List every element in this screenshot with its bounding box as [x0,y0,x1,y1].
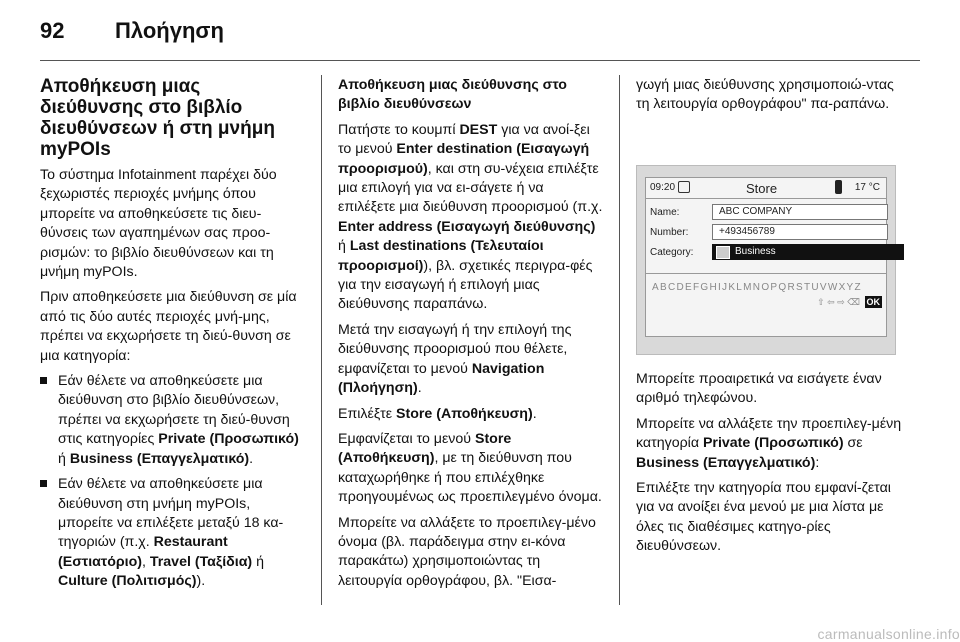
category-label: Category: [650,247,694,258]
number-field[interactable]: +493456789 [712,224,888,240]
paragraph: Πριν αποθηκεύσετε μια διεύθυνση σε μία από τις δύο αυτές περιοχές μνή-μης, πρέπει να εκχωρήσετε τη διεύ-θυνση σε μια κατηγορία: [40,289,297,364]
speller-control-keys[interactable]: ⇧ ⇦ ⇨ ⌫ [817,297,860,307]
number-row [650,224,882,240]
paragraph: Μπορείτε να αλλάξετε την προεπιλεγ-μένη κατηγορία Private (Προσωπικό) σε Business (Επαγγελματικό): [636,415,902,471]
bullet-list [40,372,305,591]
subsection-heading: Αποθήκευση μιας διεύθυνσης στο βιβλίο διευθύνσεων [338,77,567,113]
column-divider-2 [619,75,620,605]
watermark: carmanualsonline.info [817,626,960,642]
store-screen-illustration [636,165,896,355]
column-2 [338,76,603,597]
screen-temperature: 17 °C [854,182,880,193]
page-title: Πλοήγηση [115,18,224,43]
screen-time: 09:20 [650,182,676,193]
column-1 [40,76,305,598]
screen-divider [646,273,886,274]
business-category-icon [716,246,730,259]
paragraph: Επιλέξτε την κατηγορία που εμφανί-ζεται για να ανοίξει ένα μενού με μια λίστα με όλες τις διαθέσιμες κατηγο-ρίες διευθύνσεων. [636,480,891,555]
paragraph: Μπορείτε να αλλάξετε το προεπιλεγ-μένο όνομα (βλ. παράδειγμα στην ει-κόνα παρακάτω) χρησιμοποιώντας τη λειτουργία ορθογράφου, βλ. "Εισα- [338,514,596,589]
thermometer-icon [835,180,842,194]
header-rule [40,60,920,61]
category-row [650,244,882,260]
screen-status-bar [646,178,886,199]
paragraph: Πατήστε το κουμπί DEST για να ανοί-ξει το μενού Enter destination (Εισαγωγή προορισμού), και στη συ-νέχεια επιλέξτε μια επιλογή για να ει-σάγετε ή να επιλέξετε μια διεύθυνση προορισμού (π.χ. Enter address (Εισαγωγή διεύθυνσης) ή Last destinations (Τελευταίοι προορισμοί)), βλ. σχετικές περιγρα-φές για την εισαγωγή ή επιλογή μιας διεύθυνσης παραπάνω. [338,121,603,313]
list-item: Εάν θέλετε να αποθηκεύσετε μια διεύθυνση στο βιβλίο διευθύνσεων, πρέπει να εκχωρήσετε τη διεύ-θυνση στις κατηγορίες Private (Προσωπικό) ή Business (Επαγγελματικό). [40,372,305,469]
ok-button[interactable]: OK [866,297,880,307]
paragraph: Το σύστημα Infotainment παρέχει δύο ξεχωριστές περιοχές μνήμης όπου μπορείτε να αποθηκεύσετε τις διευ-θύνσεις των αγαπημένων σας προο-ρισμών: το βιβλίο διευθύνσεων και τη μνήμη myPOIs. [40,167,277,281]
name-row [650,204,882,220]
paragraph: γωγή μιας διεύθυνσης χρησιμοποιώ-ντας τη λειτουργία ορθογράφου" πα-ραπάνω. [636,77,894,113]
list-item: Εάν θέλετε να αποθηκεύσετε μια διεύθυνση στη μνήμη myPOIs, μπορείτε να επιλέξετε μεταξύ 18 κα-τηγοριών (π.χ. Restaurant (Εστιατόριο), Travel (Ταξίδια) ή Culture (Πολιτισμός)). [40,475,305,591]
paragraph: Μπορείτε προαιρετικά να εισάγετε έναν αριθμό τηλεφώνου. [636,371,882,407]
clock-icon [678,181,690,193]
bullet-icon [40,377,47,384]
name-label: Name: [650,207,680,218]
page-header [0,0,960,62]
page-number: 92 [40,18,65,43]
paragraph: Επιλέξτε Store (Αποθήκευση). [338,405,537,422]
screen-title: Store [746,181,778,196]
paragraph: Εμφανίζεται το μενού Store (Αποθήκευση), με τη διεύθυνση που καταχωρήθηκε ή που επιλέχθηκε προηγουμένως ως προεπιλεγμένο όνομα. [338,430,602,506]
section-heading: Αποθήκευση μιας διεύθυνσης στο βιβλίο διευθύνσεων ή στη μνήμη myPOIs [40,76,275,160]
category-field[interactable]: Business [712,244,904,260]
store-screen [645,177,887,337]
column-divider-1 [321,75,322,605]
column-3-lower [636,370,906,563]
number-label: Number: [650,227,689,238]
column-3 [636,76,906,121]
bullet-icon [40,480,47,487]
speller-alphabet[interactable]: ABCDEFGHIJKLMNOPQRSTUVWXYZ [652,282,862,293]
name-field[interactable]: ABC COMPANY [712,204,888,220]
paragraph: Μετά την εισαγωγή ή την επιλογή της διεύθυνσης προορισμού που θέλετε, εμφανίζεται το μενού Navigation (Πλοήγηση). [338,321,572,397]
